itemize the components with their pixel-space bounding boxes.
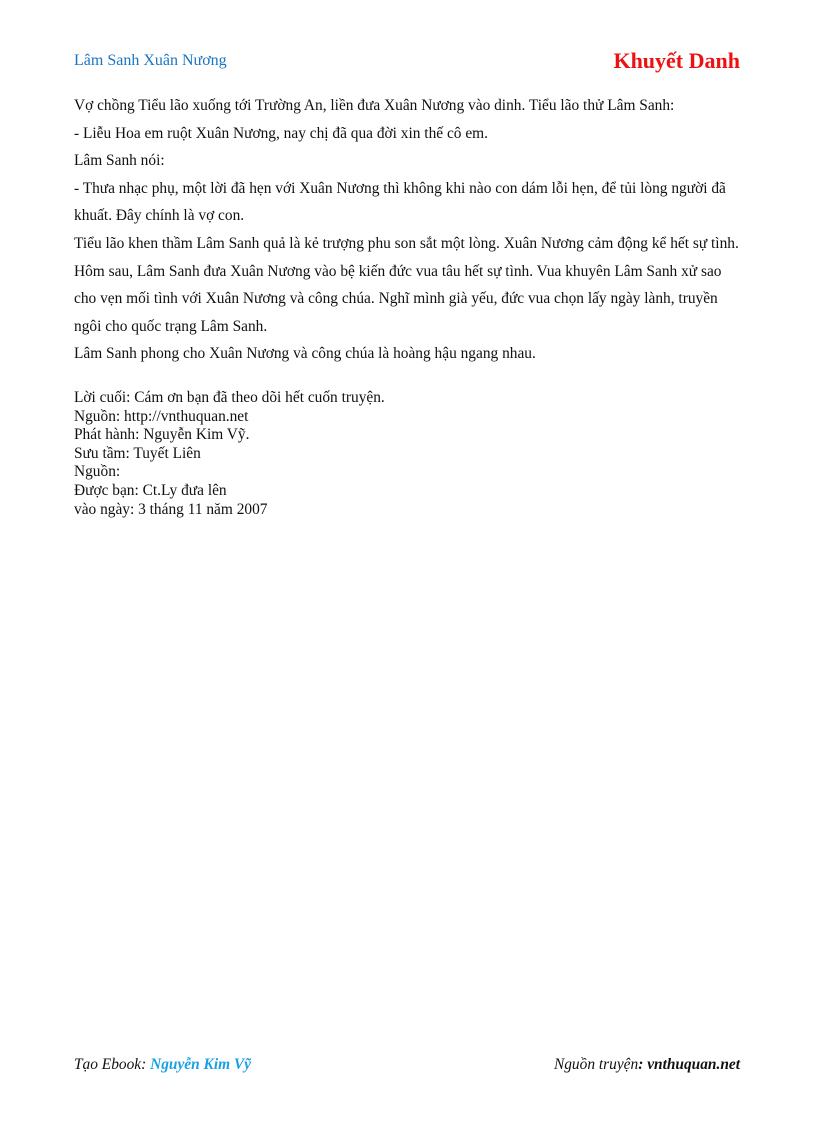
story-body <box>74 92 744 368</box>
paragraph: - Thưa nhạc phụ, một lời đã hẹn với Xuân Nương thì không khi nào con dám lỗi hẹn, để tủi lòng người đã khuất. Đây chính là vợ con. <box>74 179 726 225</box>
paragraph: Vợ chồng Tiểu lão xuống tới Trường An, liền đưa Xuân Nương vào dinh. Tiểu lão thử Lâm Sanh: <box>74 97 675 114</box>
credit-line: Lời cuối: Cám ơn bạn đã theo dõi hết cuốn truyện. <box>74 389 385 406</box>
paragraph: Lâm Sanh nói: <box>74 152 165 170</box>
paragraph: Lâm Sanh phong cho Xuân Nương và công chúa là hoàng hậu ngang nhau. <box>74 345 536 363</box>
credit-line: Nguồn: <box>74 463 121 481</box>
credit-line: Sưu tầm: Tuyết Liên <box>74 444 201 462</box>
credit-line: Phát hành: Nguyễn Kim Vỹ. <box>74 426 250 444</box>
footer-ebook: Tạo Ebook: Nguyễn Kim Vỹ <box>74 1056 252 1073</box>
credit-line: vào ngày: 3 tháng 11 năm 2007 <box>74 500 268 518</box>
source-label: Nguồn truyện <box>553 1056 639 1073</box>
credit-line: Được bạn: Ct.Ly đưa lên <box>74 481 227 499</box>
paragraph: - Liễu Hoa em ruột Xuân Nương, nay chị đã qua đời xin thế cô em. <box>74 124 488 142</box>
credits-block <box>74 389 674 519</box>
ebook-creator: Nguyễn Kim Vỹ <box>150 1056 252 1073</box>
credit-line: Nguồn: http://vnthuquan.net <box>74 407 249 425</box>
ebook-label: Tạo Ebook <box>74 1056 142 1073</box>
source-site: vnthuquan.net <box>647 1056 740 1073</box>
author-name: Khuyết Danh <box>613 48 740 73</box>
book-title: Lâm Sanh Xuân Nương <box>74 52 227 69</box>
footer-source: Nguồn truyện: vnthuquan.net <box>553 1056 740 1073</box>
paragraph: Tiểu lão khen thầm Lâm Sanh quả là kẻ trượng phu son sắt một lòng. Xuân Nương cảm động kể hết sự tình. Hôm sau, Lâm Sanh đưa Xuân Nương vào bệ kiến đức vua tâu hết sự tình. Vua khuyên Lâm Sanh xử sao cho vẹn mối tình với Xuân Nương và công chúa. Nghĩ mình già yếu, đức vua chọn lấy ngày lành, truyền ngôi cho quốc trạng Lâm Sanh. <box>74 234 739 335</box>
